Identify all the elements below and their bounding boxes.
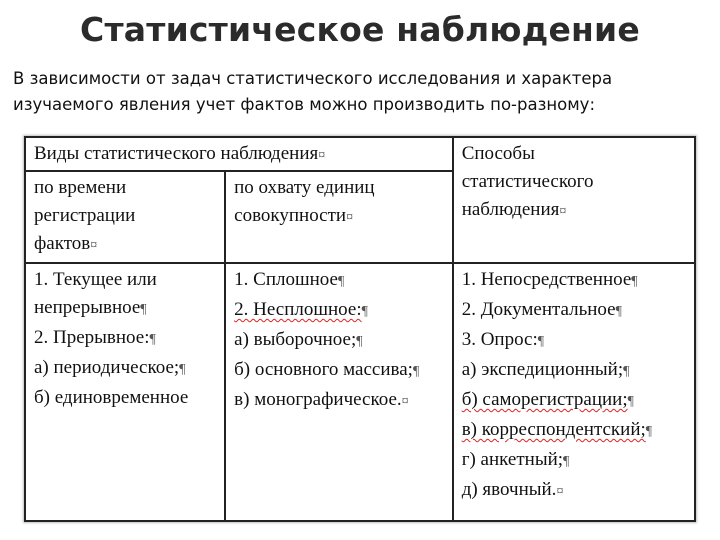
header-types-label: Виды статистического наблюдения¤ (34, 143, 326, 164)
list-item: 2. Несплошное:¶ (234, 299, 368, 320)
subheader-time-cell (25, 171, 225, 263)
subheader-time-line: по времени (34, 177, 127, 198)
list-item: б) основного массива;¶ (234, 359, 420, 380)
subheader-time-line: фактов¤ (34, 233, 98, 254)
list-item: д) явочный.¤ (461, 479, 564, 500)
header-methods-cell (453, 137, 695, 263)
list-item: 1. Непосредственное¶ (461, 269, 638, 290)
coverage-types-cell (225, 263, 453, 521)
list-item: 2. Документальное¶ (461, 299, 622, 320)
subheader-coverage-cell (225, 171, 453, 263)
list-item: а) периодическое;¶ (34, 357, 186, 378)
list-item: в) монографическое.¤ (234, 389, 409, 410)
observation-table-image (24, 136, 696, 522)
list-item: в) корреспондентский;¶ (461, 419, 653, 440)
list-item: б) саморегистрации;¶ (461, 389, 634, 410)
list-item: г) анкетный;¶ (461, 449, 570, 470)
intro-line-1: В зависимости от задач статистического исследования и характера (13, 69, 613, 88)
intro-line-2: изучаемого явления учет фактов можно производить по-разному: (13, 95, 596, 114)
observation-table (24, 136, 696, 522)
list-item: 1. Текущее или (34, 269, 157, 290)
list-item: 2. Прерывное:¶ (34, 327, 156, 348)
list-item: 1. Сплошное¶ (234, 269, 345, 290)
methods-cell (453, 263, 695, 521)
subheader-time-line: регистрации (34, 205, 136, 226)
list-item: б) единовременное (34, 387, 189, 408)
header-methods-line: наблюдения¤ (461, 199, 567, 220)
list-item: а) экспедиционный;¶ (461, 359, 630, 380)
slide-title: Статистическое наблюдение (80, 10, 640, 49)
header-methods-line: статистического (461, 171, 594, 192)
intro-text (13, 66, 713, 118)
list-item: 3. Опрос:¶ (461, 329, 545, 350)
subheader-coverage-line: по охвату единиц (234, 177, 375, 198)
subheader-coverage-line: совокупности¤ (234, 205, 354, 226)
header-types-cell (25, 137, 453, 171)
header-methods-line: Способы (461, 143, 535, 164)
list-item: непрерывное¶ (34, 297, 147, 318)
list-item: а) выборочное;¶ (234, 329, 363, 350)
time-types-cell (25, 263, 225, 521)
